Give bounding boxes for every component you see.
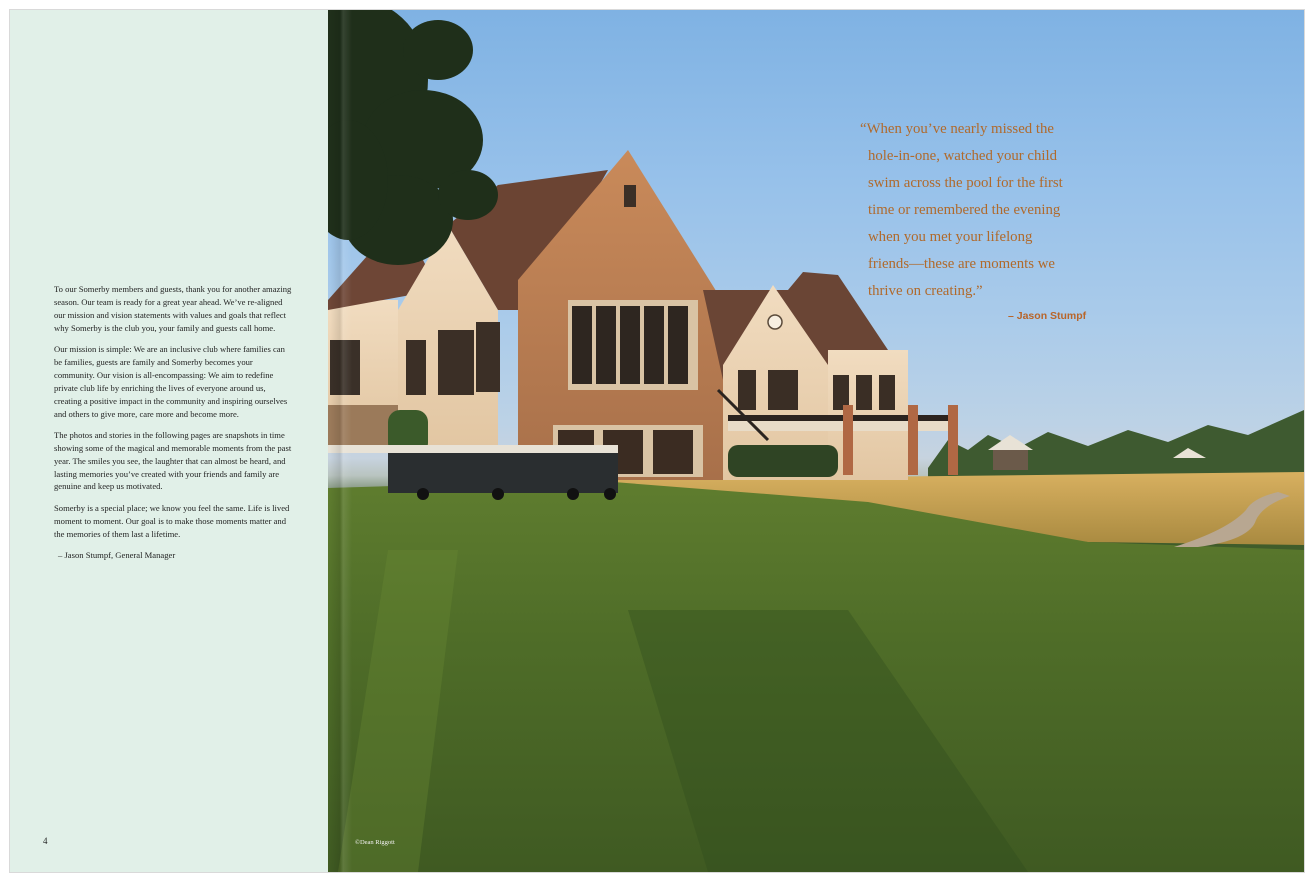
center-gutter (330, 10, 352, 872)
magazine-spread (9, 9, 1305, 873)
quote-line-7: thrive on creating.” (868, 283, 983, 299)
quote-attribution: – Jason Stumpf (1008, 310, 1087, 322)
quote-line-3: swim across the pool for the first (868, 175, 1063, 191)
quote-line-4: time or remembered the evening (868, 202, 1061, 218)
quote-line-2: hole-in-one, watched your child (868, 148, 1058, 164)
pull-quote (860, 116, 1128, 305)
letter-paragraph-4: Somerby is a special place; we know you feel the same. Life is lived moment to moment. Our goal is to make those moments matter and the memories of them last a lifetime. (54, 502, 290, 539)
page-number: 4 (43, 836, 48, 846)
photo-credit: ©Dean Riggott (355, 839, 395, 846)
quote-line-5: when you met your lifelong (868, 229, 1033, 245)
quote-line-1: “When you’ve nearly missed the (860, 121, 1054, 137)
clubhouse-photo-illustration (328, 10, 1304, 872)
letter-paragraph-1: To our Somerby members and guests, thank you for another amazing season. Our team is ready for a great year ahead. We’ve re-aligned our mission and vision statements with values and goals that reflect why Somerby is the club you, your family and guests call home. (54, 284, 292, 333)
left-page (10, 10, 328, 872)
letter-paragraph-3: The photos and stories in the following pages are snapshots in time showing some of the magical and memorable moments from the past year. The smiles you see, the laughter that can almost be heard, and lasting memories you’ve created with your friends and family are genuine and keep us motivated. (54, 429, 292, 492)
welcome-letter (54, 283, 294, 570)
quote-line-6: friends—these are moments we (868, 256, 1055, 272)
letter-signoff: – Jason Stumpf, General Manager (58, 549, 176, 560)
clubhouse-photo (328, 10, 1304, 872)
letter-paragraph-2: Our mission is simple: We are an inclusive club where families can be families, guests are family and Somerby becomes your community. Our vision is all-encompassing: We aim to redefine private club life by enriching the lives of everyone around us, creating a positive impact in the community and inspiring ourselves and others to give more, care more and become more. (54, 344, 288, 419)
